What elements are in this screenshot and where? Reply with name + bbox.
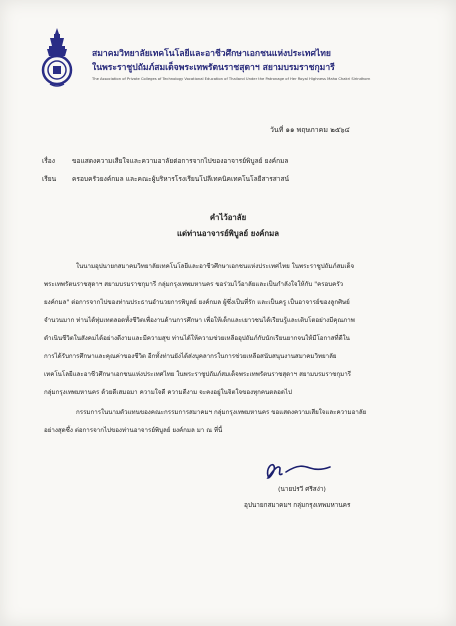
paragraph-2 [44,404,422,440]
eulogy-subtitle: แด่ท่านอาจารย์พิบูลย์ ยงค์กมล [176,229,280,238]
signer-position: อุปนายกสมาคมฯ กลุ่มกรุงเทพมหานคร [244,501,351,509]
paragraph-1 [44,258,422,402]
association-seal-logo [40,26,74,90]
paragraph-line: กลุ่มกรุงเทพมหานคร ด้วยดีเสมอมา ความใจดี ความดีงาม จะคงอยู่ในจิตใจของทุกคนตลอดไป [44,389,292,396]
organization-patronage-thai: ในพระราชูปถัมภ์สมเด็จพระเทพรัตนราชสุดาฯ สยามบรมราชกุมารี [92,63,335,73]
subject-text: ขอแสดงความเสียใจและความอาลัยต่อการจากไปของอาจารย์พิบูลย์ ยงค์กมล [72,157,289,165]
organization-name-thai: สมาคมวิทยาลัยเทคโนโลยีและอาชีวศึกษาเอกชนแห่งประเทศไทย [92,49,331,59]
recipient-label: เรียน [42,175,57,183]
paragraph-line: ดำเนินชีวิตในสังคมได้อย่างดีงามและมีความสุข ท่านได้ให้ความช่วยเหลืออุปถัมภ์กับนักเรียนยากจนให้มีโอกาสที่ดีใน [44,335,350,342]
signer-name: (นายปรวี ศรีสง่า) [278,485,326,493]
paragraph-line: พระเทพรัตนราชสุดาฯ สยามบรมราชกุมารี กลุ่มกรุงเทพมหานคร ขอร่วมไว้อาลัยและเป็นกำลังใจให้กับ "ครอบครัว [44,281,344,288]
paragraph-line: จำนวนมาก ท่านได้ทุ่มเทตลอดทั้งชีวิตเพื่องานด้านการศึกษา เพื่อให้เด็กและเยาวชนได้เรียนรู้และเติบโตอย่างมีคุณภาพ [44,317,355,324]
paragraph-line: การได้รับการศึกษาและคุณค่าของชีวิต อีกทั้งท่านยังได้ส่งบุคลากรในการช่วยเหลือสนับสนุนงานสมาคมวิทยาลัย [44,353,337,360]
paragraph-line: เทคโนโลยีและอาชีวศึกษาเอกชนแห่งประเทศไทย ในพระราชูปถัมภ์สมเด็จพระเทพรัตนราชสุดาฯ สยามบรมราชกุมารี [44,371,351,378]
paragraph-line: ในนามอุปนายกสมาคมวิทยาลัยเทคโนโลยีและอาชีวศึกษาเอกชนแห่งประเทศไทย ในพระราชูปถัมภ์สมเด็จ [76,263,355,270]
recipient-text: ครอบครัวยงค์กมล และคณะผู้บริหารโรงเรียนโปลีเทคนิคเทคโนโลยีสารสาสน์ [72,175,290,183]
letter-date: วันที่ ๑๑ พฤษภาคม ๒๕๖๔ [270,126,350,134]
handwritten-signature [258,454,338,484]
eulogy-title: คำไว้อาลัย [209,213,247,222]
paragraph-line: อย่างสุดซึ้ง ต่อการจากไปของท่านอาจารย์พิบูลย์ ยงค์กมล มา ณ ที่นี้ [44,427,223,434]
subject-label: เรื่อง [42,157,55,165]
paragraph-line: ยงค์กมล" ต่อการจากไปของท่านประธานอำนวยการพิบูลย์ ยงค์กมล ผู้ซึ่งเป็นที่รัก และเป็นครู เป็นอาจารย์ของลูกศิษย์ [44,299,350,306]
organization-name-english: The Association of Private Colleges of Technology Vocational Education of Thailand Under the Patronage of Her Royal Highness Maha Chakri Sirindhorn [92,77,371,81]
paragraph-line: กรรมการในนามตัวแทนของคณะกรรมการสมาคมฯ กลุ่มกรุงเทพมหานคร ขอแสดงความเสียใจและความอาลัย [76,409,367,416]
